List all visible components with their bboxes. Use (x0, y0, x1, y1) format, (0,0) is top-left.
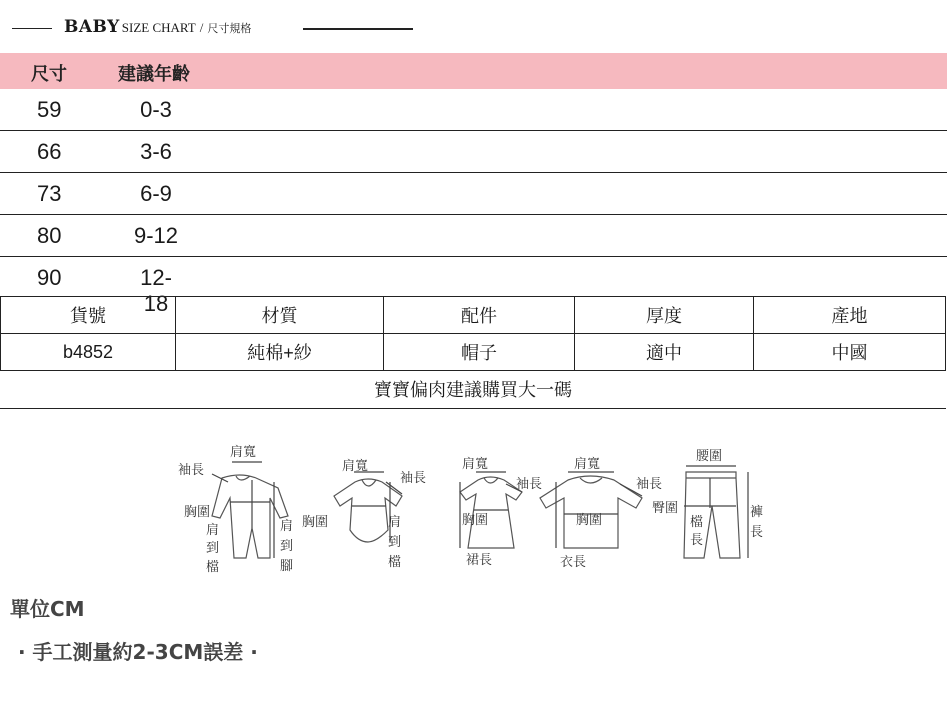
romper-chest-label: 胸圍 (184, 505, 211, 520)
bodysuit-shoulder-label: 肩寬 (342, 459, 369, 474)
pants-hip-label: 臀圍 (652, 501, 679, 516)
unit-label: 單位CM (10, 597, 85, 621)
size-cell: 80 (37, 223, 62, 248)
bodysuit-sleeve-label: 袖長 (400, 471, 427, 486)
pants-crotch-2: 長 (690, 533, 704, 548)
bodysuit-crotch-2: 到 (388, 535, 402, 550)
romper-foot-1: 肩 (280, 519, 294, 534)
dress-chest-label: 胸圍 (462, 513, 489, 528)
header-subtitle-zh: 尺寸規格 (207, 22, 252, 35)
romper-foot-3: 腳 (280, 559, 294, 574)
age-cell: 6-9 (140, 181, 172, 206)
header-rule-right (303, 28, 413, 30)
spec-header-row (1, 297, 946, 334)
size-table-header (0, 53, 947, 89)
top-shoulder-label: 肩寬 (574, 457, 601, 472)
top-icon (540, 476, 642, 548)
romper-foot-2: 到 (280, 539, 294, 554)
sizing-advice: 寶寶偏肉建議購買大一碼 (1, 371, 946, 408)
header-title (64, 17, 251, 37)
spec-value-cell: 純棉+紗 (176, 334, 384, 371)
spec-header-cell: 產地 (754, 297, 946, 334)
header-rule-left (12, 28, 52, 29)
spec-value-cell: b4852 (1, 334, 176, 371)
bodysuit-crotch-1: 肩 (388, 515, 402, 530)
table-row (0, 215, 947, 257)
size-cell: 66 (37, 139, 62, 164)
romper-sleeve-label: 袖長 (178, 463, 205, 478)
romper-icon (212, 475, 288, 558)
pants-crotch-1: 檔 (690, 515, 704, 530)
pants-length-2: 長 (750, 525, 764, 540)
pants-length-1: 褲 (750, 505, 764, 520)
size-cell: 59 (37, 97, 62, 122)
spec-header-cell: 厚度 (575, 297, 754, 334)
chart-header (0, 0, 947, 44)
table-row (0, 89, 947, 131)
measurement-diagram (170, 438, 770, 583)
spec-table (0, 296, 946, 407)
age-cell: 9-12 (133, 223, 179, 248)
spec-value-cell: 中國 (754, 334, 946, 371)
age-cell: 0-3 (140, 97, 172, 122)
spec-note-row (1, 371, 946, 408)
header-brand: BABY (64, 17, 120, 37)
bodysuit-crotch-3: 檔 (388, 555, 402, 570)
top-sleeve-label: 袖長 (636, 477, 663, 492)
bodysuit-chest-label: 胸圍 (302, 515, 329, 530)
dress-sleeve-label: 袖長 (516, 477, 543, 492)
pants-waist-label: 腰圍 (696, 449, 723, 464)
size-cell: 73 (37, 181, 62, 206)
spec-header-cell: 貨號 (1, 297, 176, 334)
size-header: 尺寸 (31, 64, 67, 85)
table-row (0, 131, 947, 173)
age-cell: 12-18 (140, 265, 172, 316)
spec-value-cell: 適中 (575, 334, 754, 371)
size-cell: 90 (37, 265, 62, 290)
table-row (0, 173, 947, 215)
bodysuit-icon (334, 479, 402, 542)
header-subtitle: SIZE CHART (121, 20, 196, 35)
header-separator: / (199, 20, 204, 35)
romper-shoulder-label: 肩寬 (230, 445, 257, 460)
spec-value-row (1, 334, 946, 371)
age-cell: 3-6 (140, 139, 172, 164)
top-length-label: 衣長 (560, 555, 587, 570)
dress-shoulder-label: 肩寬 (462, 457, 489, 472)
top-chest-label: 胸圍 (576, 513, 603, 528)
dress-skirt-length-label: 裙長 (466, 553, 493, 568)
measurement-error-note: · 手工測量約2-3CM誤差 · (18, 640, 258, 664)
note-rule (0, 408, 946, 409)
romper-crotch-2: 到 (206, 541, 220, 556)
romper-crotch-1: 肩 (206, 523, 220, 538)
romper-crotch-3: 檔 (206, 560, 220, 575)
age-header: 建議年齡 (118, 64, 190, 85)
spec-header-cell: 配件 (384, 297, 575, 334)
spec-value-cell: 帽子 (384, 334, 575, 371)
spec-header-cell: 材質 (176, 297, 384, 334)
